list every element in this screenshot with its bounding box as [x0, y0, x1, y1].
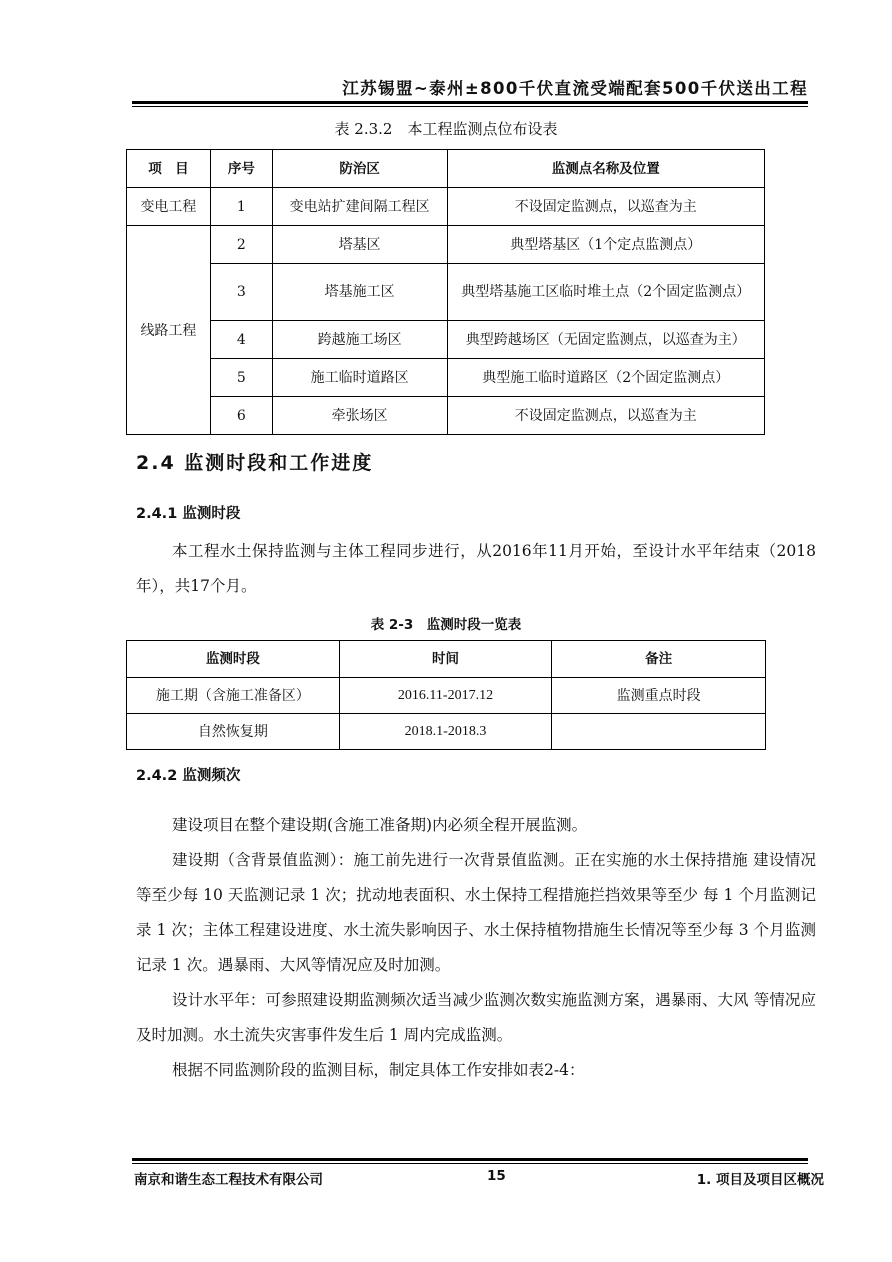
- paragraph: 本工程水土保持监测与主体工程同步进行，从2016年11月开始，至设计水平年结束（2018年），共17个月。: [136, 542, 816, 595]
- section-heading: 2.4 监测时段和工作进度: [136, 452, 374, 474]
- zone-cell: 塔基区: [272, 226, 447, 264]
- location-cell: 典型塔基施工区临时堆土点（2个固定监测点）: [447, 264, 765, 321]
- project-cell: 变电工程: [127, 188, 211, 226]
- location-cell: 典型跨越场区（无固定监测点，以巡查为主）: [447, 321, 765, 359]
- subsection-heading: 2.4.1 监测时段: [136, 506, 241, 522]
- location-cell: 典型施工临时道路区（2个固定监测点）: [447, 359, 765, 397]
- location-cell: 不设固定监测点，以巡查为主: [447, 188, 765, 226]
- monitoring-points-table: [126, 149, 765, 435]
- project-cell: 线路工程: [127, 226, 211, 435]
- header-rule-thin: [132, 106, 808, 107]
- number-cell: 5: [210, 359, 272, 397]
- table-row: [127, 188, 765, 226]
- period-cell: 施工期（含施工准备区）: [127, 678, 340, 714]
- zone-cell: 变电站扩建间隔工程区: [272, 188, 447, 226]
- number-cell: 6: [210, 397, 272, 435]
- paragraph: 设计水平年：可参照建设期监测频次适当减少监测次数实施监测方案，遇暴雨、大风 等情况应及时加测。水土流失灾害事件发生后 1 周内完成监测。: [136, 991, 816, 1044]
- column-header: 防治区: [272, 150, 447, 188]
- table-header-row: [127, 150, 765, 188]
- monitoring-period-table: [126, 640, 766, 750]
- period-cell: 自然恢复期: [127, 714, 340, 750]
- time-cell: 2018.1-2018.3: [339, 714, 552, 750]
- running-header-title: 江苏锡盟~泰州±800千伏直流受端配套500千伏送出工程: [342, 79, 808, 98]
- table-row: [127, 359, 765, 397]
- column-header: 备注: [552, 641, 766, 678]
- location-cell: 不设固定监测点，以巡查为主: [447, 397, 765, 435]
- table-header-row: [127, 641, 766, 678]
- time-cell: 2016.11-2017.12: [339, 678, 552, 714]
- note-cell: [552, 714, 766, 750]
- table2-caption: 表 2-3 监测时段一览表: [370, 617, 522, 633]
- zone-cell: 跨越施工场区: [272, 321, 447, 359]
- table-row: [127, 226, 765, 264]
- table-row: [127, 397, 765, 435]
- column-header: 监测时段: [127, 641, 340, 678]
- column-header: 项 目: [127, 150, 211, 188]
- column-header: 序号: [210, 150, 272, 188]
- paragraph: 根据不同监测阶段的监测目标，制定具体工作安排如表2-4：: [172, 1061, 585, 1079]
- zone-cell: 施工临时道路区: [272, 359, 447, 397]
- table-row: [127, 678, 766, 714]
- number-cell: 3: [210, 264, 272, 321]
- note-cell: 监测重点时段: [552, 678, 766, 714]
- table1-caption: 表 2.3.2 本工程监测点位布设表: [334, 120, 558, 138]
- table-row: [127, 264, 765, 321]
- footer-chapter: 1. 项目及项目区概况: [696, 1172, 824, 1188]
- zone-cell: 塔基施工区: [272, 264, 447, 321]
- number-cell: 2: [210, 226, 272, 264]
- number-cell: 1: [210, 188, 272, 226]
- paragraph: 建设期（含背景值监测）：施工前先进行一次背景值监测。正在实施的水土保持措施 建设情况等至少每 10 天监测记录 1 次；扰动地表面积、水土保持工程措施拦挡效果等至少 每 1 个月监测记录 1 次；主体工程建设进度、水土流失影响因子、水土保持植物措施生长情况等至少每 3 个月监测记录 1 次。遇暴雨、大风等情况应及时加测。: [136, 851, 816, 974]
- paragraph: 建设项目在整个建设期(含施工准备期)内必须全程开展监测。: [172, 816, 588, 834]
- subsection-heading: 2.4.2 监测频次: [136, 768, 241, 784]
- column-header: 时间: [339, 641, 552, 678]
- table-row: [127, 321, 765, 359]
- number-cell: 4: [210, 321, 272, 359]
- column-header: 监测点名称及位置: [447, 150, 765, 188]
- footer-rule-thick: [132, 1158, 808, 1161]
- header-rule-thick: [132, 101, 808, 104]
- page-number: 15: [487, 1168, 506, 1184]
- location-cell: 典型塔基区（1个定点监测点）: [447, 226, 765, 264]
- zone-cell: 牵张场区: [272, 397, 447, 435]
- table-row: [127, 714, 766, 750]
- footer-company: 南京和谐生态工程技术有限公司: [134, 1172, 323, 1188]
- footer-rule-thin: [132, 1163, 808, 1164]
